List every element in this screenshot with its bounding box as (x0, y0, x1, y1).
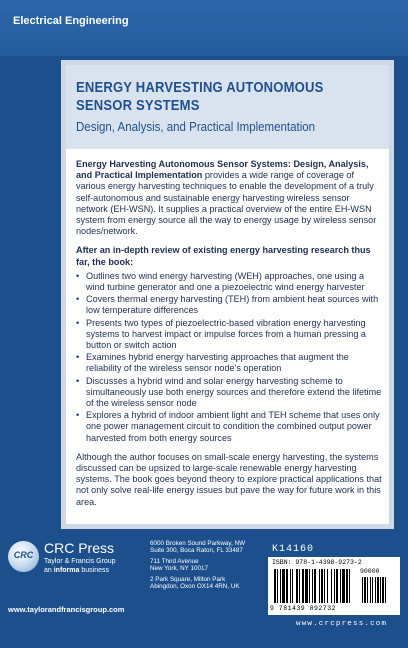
isbn-label: ISBN: 978-1-4398-9273-2 (272, 559, 362, 566)
group-line-2: an informa business (44, 567, 109, 574)
barcode-addon-bar (364, 577, 366, 603)
list-item: • Outlines two wind energy harvesting (WEH) approaches, one using a wind turbine generator and one a piezoelectric wind energy harvester (76, 271, 382, 293)
list-item: • Presents two types of piezoelectric-based vibration energy harvesting systems to harvest impact or impulse forces from a human pressing a button or switch action (76, 318, 382, 352)
crc-website[interactable]: www.crcpress.com (296, 620, 388, 628)
barcode-addon-bar (362, 577, 363, 603)
barcode-addon-bar (380, 577, 381, 603)
book-subtitle: Design, Analysis, and Practical Implementation (76, 120, 316, 134)
barcode-addon-bar (385, 577, 386, 603)
barcode-bar (309, 569, 310, 603)
crc-logo-icon (8, 541, 39, 572)
publisher-name: CRC Press (44, 540, 115, 556)
lead-paragraph: After an in-depth review of existing energy harvesting research thus far, the book: (76, 245, 371, 267)
series-label: Electrical Engineering (13, 15, 129, 27)
price-code: 90000 (360, 568, 380, 575)
barcode-bar (286, 569, 288, 603)
publisher-website[interactable]: www.taylorandfrancisgroup.com (8, 605, 125, 614)
list-item: • Explores a hybrid of indoor ambient light and TEH scheme that uses only one power management circuit to condition the combined output power harvested from both energy sources (76, 410, 382, 444)
barcode-bar (312, 569, 313, 603)
barcode-bar (331, 569, 332, 603)
barcode-bar (349, 569, 350, 603)
barcode-bar (282, 569, 285, 603)
intro-rest: provides a wide range of coverage of various energy harvesting techniques to enable the development of a truly self-autonomous and sustainable energy harvesting wireless sensor network (EH-WSN). It supplies a practical overview of the entire EH-WSN system from energy source all the way to energy usage by wireless sensor nodes/network. (76, 170, 377, 237)
list-item: • Covers thermal energy harvesting (TEH) from ambient heat sources with low temperature differences (76, 294, 382, 316)
closing-paragraph: Although the author focuses on small-scale energy harvesting, the systems discussed can be upsized to large-scale renewable energy harvesting systems. The book goes beyond theory to explore practical applications that not only solve real-life energy issues but pave the way for future work in this area. (76, 451, 382, 507)
barcode-addon-bar (377, 577, 379, 603)
barcode-addon-bar (370, 577, 371, 603)
barcode-bar (280, 569, 281, 603)
barcode-bar (305, 569, 308, 603)
logo-text: CRC (13, 550, 34, 560)
title-line-2: SENSOR SYSTEMS (76, 98, 200, 114)
barcode-bar (277, 569, 278, 603)
barcode-bar (299, 569, 300, 603)
title-box (66, 65, 389, 149)
barcode-bar (324, 569, 325, 603)
group-line-1: Taylor & Francis Group (44, 558, 116, 565)
description-text (76, 159, 382, 516)
barcode-bar (340, 569, 341, 603)
barcode (268, 557, 400, 615)
barcode-bar (296, 569, 298, 603)
barcode-bar (336, 569, 338, 603)
barcode-addon-bar (367, 577, 368, 603)
barcode-bar (327, 569, 328, 603)
title-line-1: ENERGY HARVESTING AUTONOMOUS (76, 80, 324, 96)
catalog-code: K14160 (272, 544, 315, 555)
barcode-bar (314, 569, 316, 603)
intro-bold: Energy Harvesting Autonomous Sensor Systems: Design, Analysis, and Practical Implementation (76, 159, 369, 181)
address-block: 6000 Broken Sound Parkway, NW Suite 300, Boca Raton, FL 33487 (150, 540, 246, 555)
barcode-addon-bar (375, 577, 376, 603)
barcode-digits: 9 781439 892732 (270, 605, 337, 612)
publisher-addresses (150, 540, 260, 593)
book-title (76, 79, 346, 115)
description-panel (61, 60, 394, 529)
barcode-bar (319, 569, 320, 603)
barcode-bar (334, 569, 335, 603)
list-item: • Discusses a hybrid wind and solar energy harvesting scheme to simultaneously use both energy sources and therefore extend the lifetime of the wireless sensor node (76, 376, 382, 410)
barcode-bar (321, 569, 323, 603)
barcode-bar (302, 569, 304, 603)
top-band (0, 0, 408, 56)
list-item: • Examines hybrid energy harvesting approaches that augment the reliability of the wireless sensor node's operation (76, 352, 382, 374)
publisher-group (44, 557, 116, 575)
barcode-bar (290, 569, 291, 603)
barcode-addon-bar (372, 577, 373, 603)
address-block: 711 Third Avenue New York, NY 10017 (150, 557, 208, 573)
feature-list (76, 271, 382, 444)
barcode-bar (346, 569, 348, 603)
barcode-bar (292, 569, 293, 603)
barcode-bar (342, 569, 345, 603)
barcode-addon-bar (382, 577, 384, 603)
address-block: 2 Park Square, Milton Park Abingdon, Oxon OX14 4RN, UK (150, 575, 240, 591)
intro-paragraph (76, 159, 382, 237)
barcode-bar (274, 569, 276, 603)
